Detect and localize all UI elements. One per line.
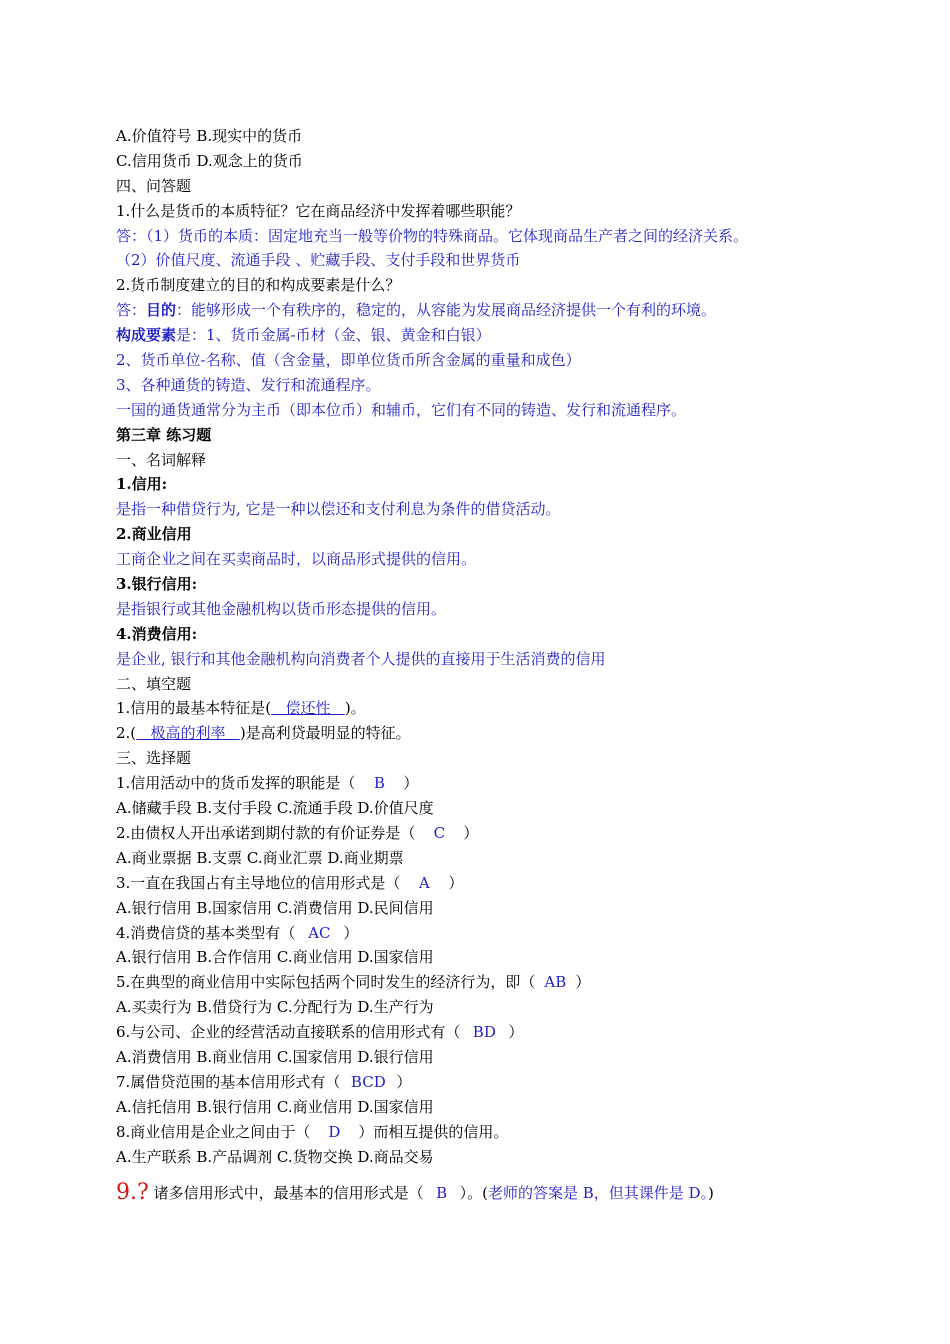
answer-line: 2、货币单位-名称、值（含金量，即单位货币所含金属的重量和成色）	[116, 351, 581, 370]
answer-line: （2）价值尺度、流通手段 、贮藏手段、支付手段和世界货币	[116, 251, 521, 270]
question-text: 6.与公司、企业的经营活动直接联系的信用形式有（	[116, 1023, 461, 1042]
question-line: 2.货币制度建立的目的和构成要素是什么？	[116, 276, 401, 295]
question-end: ）	[463, 823, 479, 842]
question-end: ）	[575, 973, 591, 992]
fill-blank-answer-text: 偿还性	[285, 699, 331, 718]
choice-answer: AC	[308, 923, 331, 942]
option-line: A.生产联系 B.产品调剂 C.货物交换 D.商品交易	[116, 1147, 434, 1166]
question-text: 2.由债权人开出承诺到期付款的有价证券是（	[116, 823, 416, 842]
choice-answer: D	[328, 1122, 341, 1141]
question-line: 1.什么是货币的本质特征？它在商品经济中发挥着哪些职能？	[116, 201, 521, 220]
question-text: 5.在典型的商业信用中实际包括两个同时发生的经济行为，即（	[116, 973, 536, 992]
question-text: 7.属借贷范围的基本信用形式有（	[116, 1072, 341, 1091]
option-line: A.价值符号 B.现实中的货币	[116, 127, 303, 145]
choice-question	[116, 771, 876, 796]
fill-blank-answer-text: 极高的利率	[150, 724, 226, 743]
option-line: A.信托信用 B.银行信用 C.商业信用 D.国家信用	[116, 1097, 434, 1116]
option-line: A.消费信用 B.商业信用 C.国家信用 D.银行信用	[116, 1047, 434, 1066]
choice-question	[116, 871, 876, 896]
choice-question-9	[116, 1173, 876, 1213]
term-definition: 是企业, 银行和其他金融机构向消费者个人提供的直接用于生活消费的信用	[116, 649, 606, 668]
question-text: 1.信用活动中的货币发挥的职能是（	[116, 774, 356, 793]
answer-line	[116, 323, 876, 348]
question-text: 8.商业信用是企业之间由于（	[116, 1122, 311, 1141]
answer-bold-term: 构成要素	[116, 326, 177, 345]
fill-blank-text: )。	[344, 699, 366, 718]
question-end: ）	[508, 1023, 524, 1042]
term-heading: 1.信用:	[116, 475, 168, 494]
choice-answer: A	[418, 873, 430, 892]
choice-question	[116, 1120, 876, 1145]
choice-question	[116, 921, 876, 946]
answer-text: ：能够形成一个有秩序的，稳定的，从容能为发展商品经济提供一个有利的环境。	[176, 301, 717, 320]
fill-blank-line	[116, 721, 876, 746]
option-line: A.银行信用 B.合作信用 C.商业信用 D.国家信用	[116, 948, 434, 967]
question-text: 诸多信用形式中，最基本的信用形式是（	[148, 1184, 424, 1203]
option-line: A.买卖行为 B.借贷行为 C.分配行为 D.生产行为	[116, 998, 434, 1017]
term-definition: 工商企业之间在买卖商品时，以商品形式提供的信用。	[116, 550, 477, 569]
option-line: A.银行信用 B.国家信用 C.消费信用 D.民间信用	[116, 898, 434, 917]
fill-blank-text: 1.信用的最基本特征是(	[116, 699, 272, 718]
teacher-note: 老师的答案是 B，但其课件是 D。	[487, 1184, 709, 1203]
note-close: )	[708, 1184, 714, 1203]
answer-bold-term: 目的	[146, 301, 177, 320]
choice-answer: AB	[544, 973, 567, 992]
term-heading: 2.商业信用	[116, 525, 192, 544]
chapter-heading: 第三章 练习题	[116, 425, 212, 444]
choice-question	[116, 1070, 876, 1095]
question-end: ）而相互提供的信用。	[358, 1122, 509, 1141]
section-heading: 一、名词解释	[116, 450, 207, 469]
section-heading: 三、选择题	[116, 749, 192, 768]
document-body	[116, 124, 876, 1213]
question-end: ）	[403, 774, 419, 793]
choice-question	[116, 821, 876, 846]
fill-blank-answer	[271, 699, 345, 717]
answer-prefix: 答：	[116, 301, 147, 320]
option-line: C.信用货币 D.观念上的货币	[116, 151, 303, 170]
section-heading: 二、填空题	[116, 674, 192, 693]
answer-line	[116, 298, 876, 323]
question-end: ）	[396, 1072, 412, 1091]
term-heading: 3.银行信用:	[116, 575, 198, 594]
question-text: 3.一直在我国占有主导地位的信用形式是（	[116, 873, 401, 892]
choice-question	[116, 970, 876, 995]
term-heading: 4.消费信用:	[116, 624, 198, 643]
question-9-number: 9.?	[116, 1180, 149, 1206]
question-text: 4.消费信贷的基本类型有（	[116, 923, 296, 942]
answer-line: 一国的通货通常分为主币（即本位币）和辅币，它们有不同的铸造、发行和流通程序。	[116, 400, 687, 419]
option-line: A.储藏手段 B.支付手段 C.流通手段 D.价值尺度	[116, 799, 434, 818]
section-heading: 四、问答题	[116, 176, 192, 195]
fill-blank-text: 2.(	[116, 724, 137, 743]
option-line: A.商业票据 B.支票 C.商业汇票 D.商业期票	[116, 848, 404, 867]
choice-answer: B	[436, 1184, 448, 1203]
answer-text: 是：1、货币金属-币材（金、银、黄金和白银）	[176, 326, 491, 345]
fill-blank-line	[116, 696, 876, 721]
answer-line: 答：（1）货币的本质：固定地充当一般等价物的特殊商品。它体现商品生产者之间的经济关系。	[116, 226, 749, 245]
choice-question	[116, 1020, 876, 1045]
choice-answer: C	[433, 823, 446, 842]
question-end: ）	[448, 873, 464, 892]
term-definition: 是指一种借贷行为, 它是一种以偿还和支付利息为条件的借贷活动。	[116, 500, 561, 519]
question-end: ）	[343, 923, 359, 942]
question-end: ）。(	[459, 1184, 488, 1203]
answer-line: 3、各种通货的铸造、发行和流通程序。	[116, 375, 381, 394]
choice-answer: B	[373, 774, 385, 793]
fill-blank-text: )是高利贷最明显的特征。	[239, 724, 411, 743]
choice-answer: BCD	[350, 1072, 386, 1091]
fill-blank-answer	[136, 724, 240, 742]
term-definition: 是指银行或其他金融机构以货币形态提供的信用。	[116, 599, 447, 618]
choice-answer: BD	[472, 1023, 496, 1042]
